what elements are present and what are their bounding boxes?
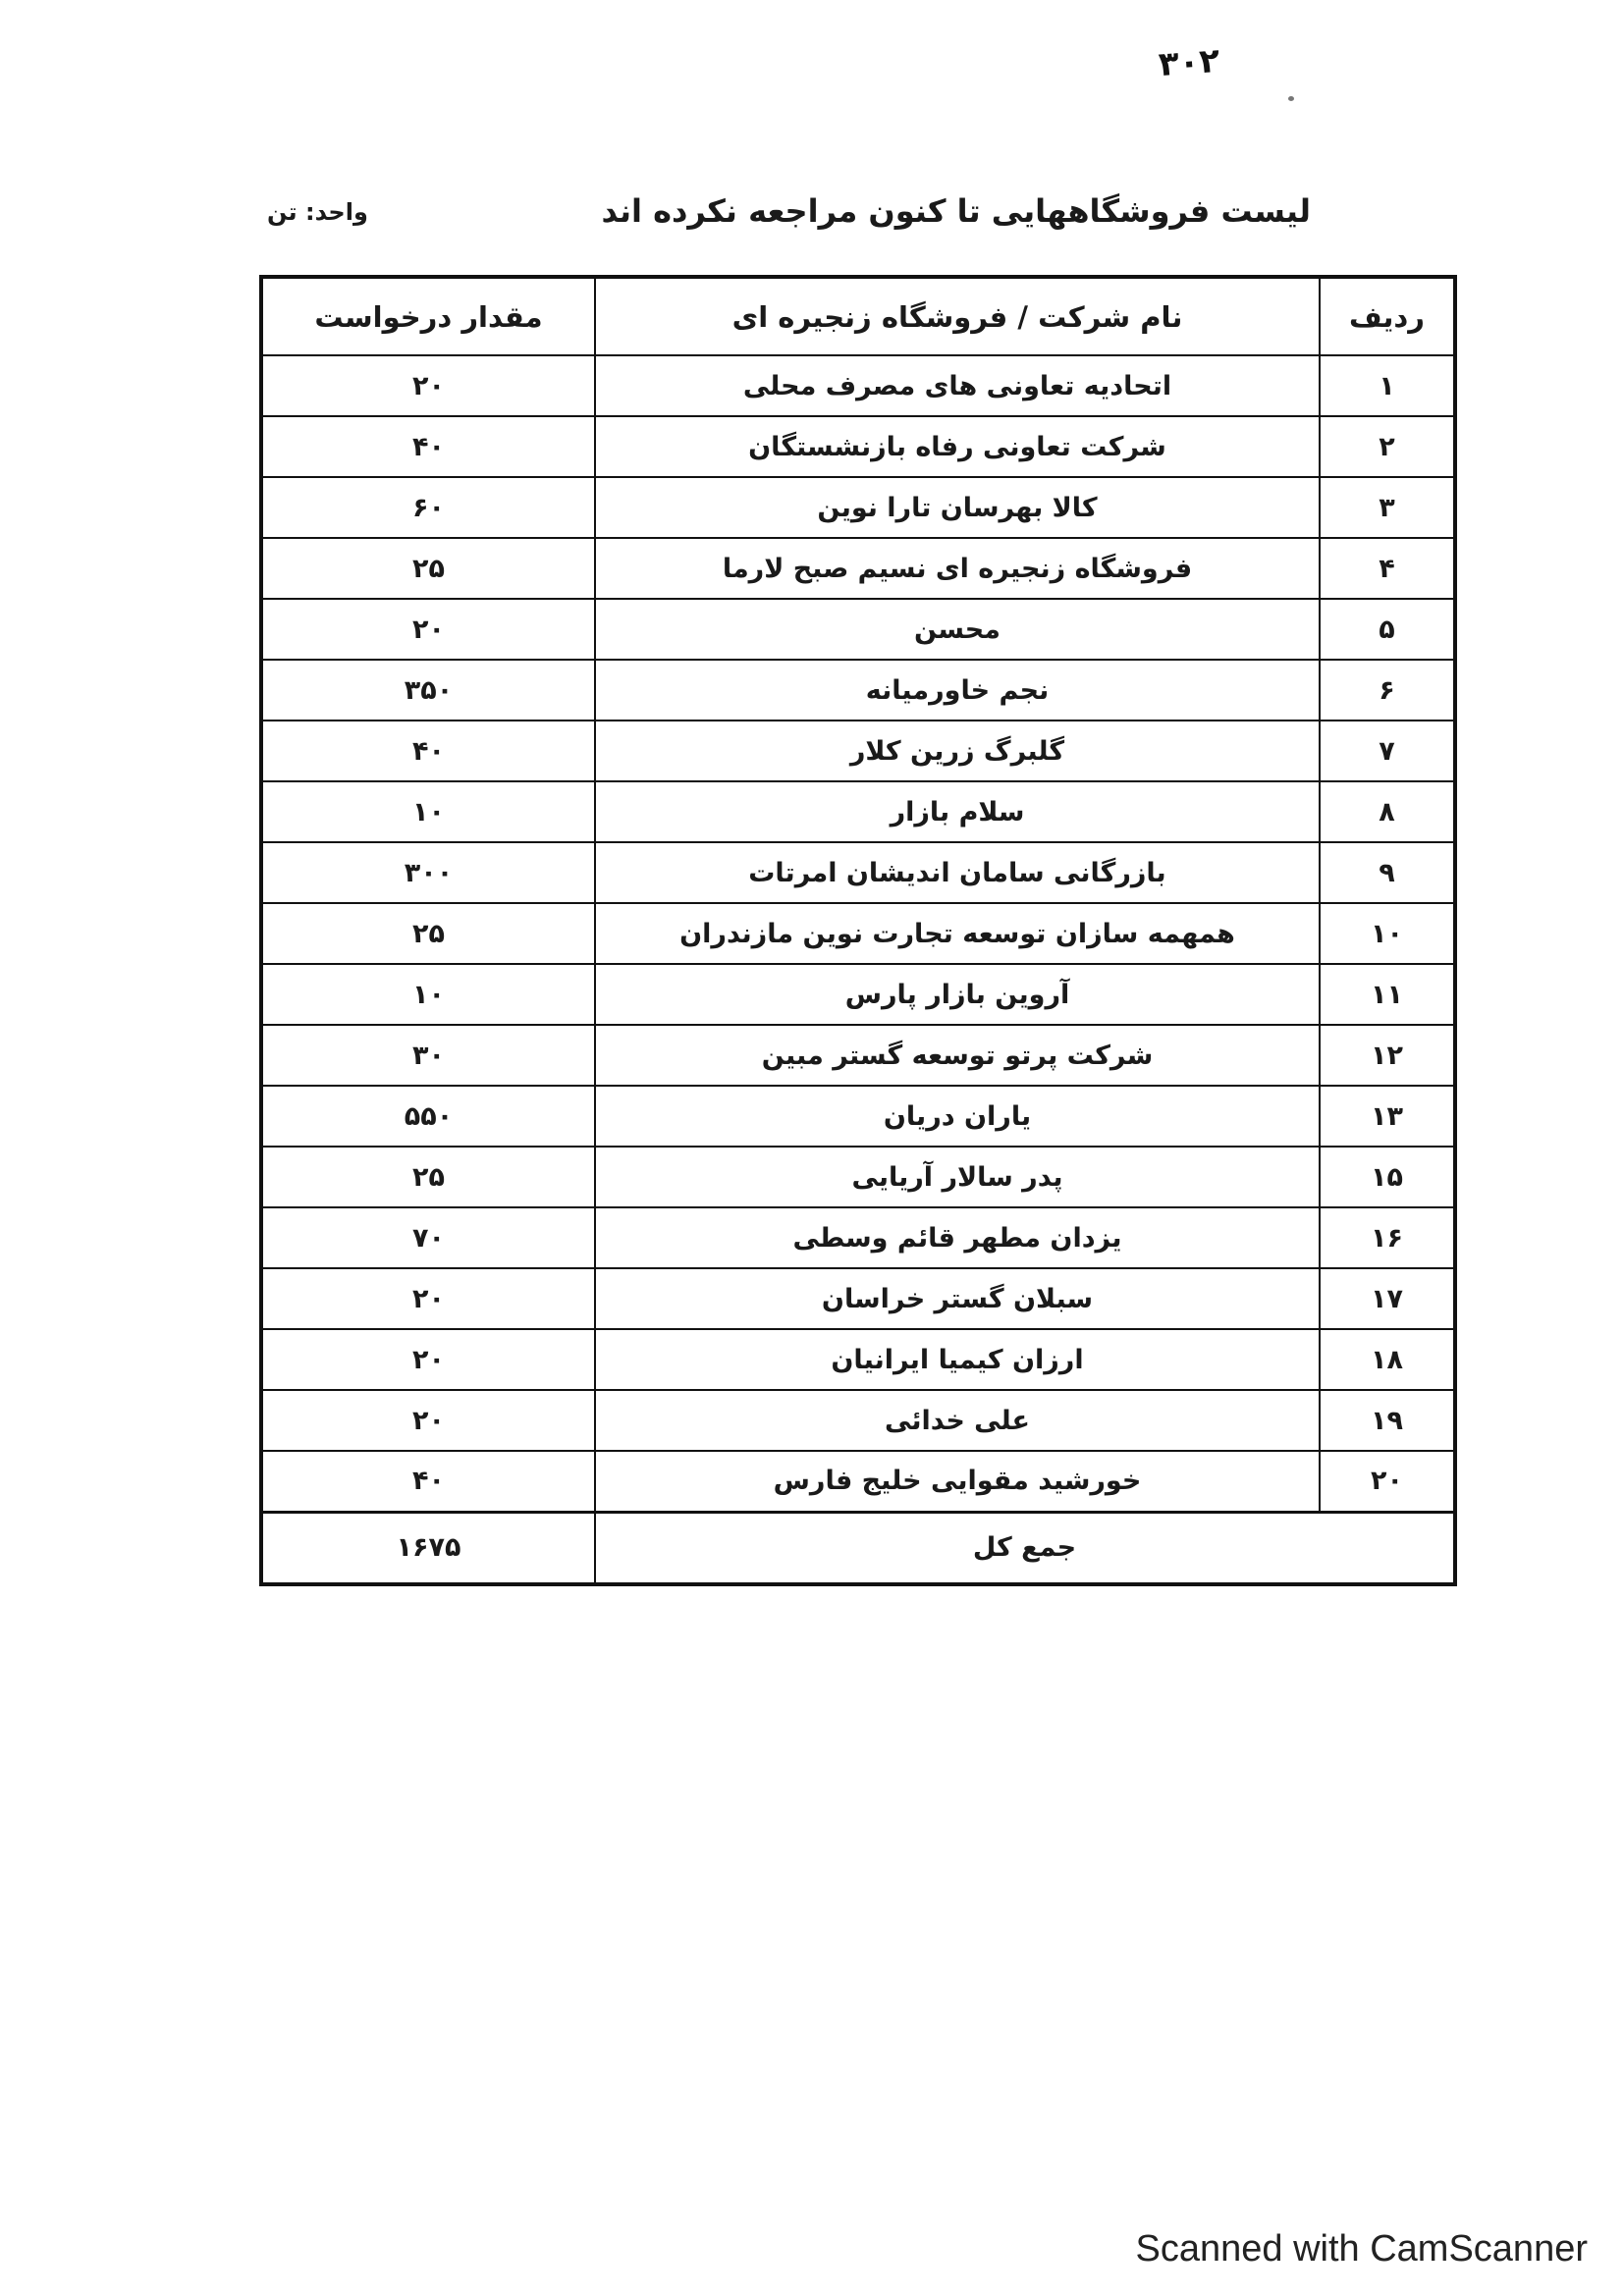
row-number-cell: ۵ xyxy=(1320,599,1455,660)
quantity-cell: ۱۰ xyxy=(261,964,595,1025)
quantity-cell: ۴۰ xyxy=(261,1451,595,1512)
row-number-cell: ۱۱ xyxy=(1320,964,1455,1025)
quantity-cell: ۶۰ xyxy=(261,477,595,538)
quantity-cell: ۵۵۰ xyxy=(261,1086,595,1147)
row-number-cell: ۸ xyxy=(1320,781,1455,842)
store-name-cell: آروین بازار پارس xyxy=(595,964,1320,1025)
store-name-cell: یزدان مطهر قائم وسطی xyxy=(595,1207,1320,1268)
stores-table-container xyxy=(259,275,1453,1586)
row-number-cell: ۱ xyxy=(1320,355,1455,416)
store-name-cell: فروشگاه زنجیره ای نسیم صبح لارما xyxy=(595,538,1320,599)
header-quantity: مقدار درخواست xyxy=(261,277,595,355)
store-name-cell: سلام بازار xyxy=(595,781,1320,842)
quantity-cell: ۳۰ xyxy=(261,1025,595,1086)
quantity-cell: ۲۰ xyxy=(261,599,595,660)
header-store-name: نام شرکت / فروشگاه زنجیره ای xyxy=(595,277,1320,355)
quantity-cell: ۴۰ xyxy=(261,721,595,781)
quantity-cell: ۴۰ xyxy=(261,416,595,477)
row-number-cell: ۴ xyxy=(1320,538,1455,599)
row-number-cell: ۱۵ xyxy=(1320,1147,1455,1207)
row-number-cell: ۹ xyxy=(1320,842,1455,903)
quantity-cell: ۲۰ xyxy=(261,355,595,416)
store-name-cell: محسن xyxy=(595,599,1320,660)
quantity-cell: ۳۰۰ xyxy=(261,842,595,903)
table-row xyxy=(261,964,1455,1025)
quantity-cell: ۲۰ xyxy=(261,1268,595,1329)
row-number-cell: ۱۶ xyxy=(1320,1207,1455,1268)
store-name-cell: اتحادیه تعاونی های مصرف محلی xyxy=(595,355,1320,416)
table-row xyxy=(261,1390,1455,1451)
table-row xyxy=(261,599,1455,660)
quantity-cell: ۲۵ xyxy=(261,903,595,964)
store-name-cell: همهمه سازان توسعه تجارت نوین مازندران xyxy=(595,903,1320,964)
store-name-cell: نجم خاورمیانه xyxy=(595,660,1320,721)
table-header-row xyxy=(261,277,1455,355)
table-row xyxy=(261,1451,1455,1512)
total-row xyxy=(261,1512,1455,1584)
scanner-watermark: Scanned with CamScanner xyxy=(1135,2228,1588,2269)
store-name-cell: پدر سالار آریایی xyxy=(595,1147,1320,1207)
quantity-cell: ۲۰ xyxy=(261,1329,595,1390)
store-name-cell: شرکت پرتو توسعه گستر مبین xyxy=(595,1025,1320,1086)
store-name-cell: سبلان گستر خراسان xyxy=(595,1268,1320,1329)
table-row xyxy=(261,1207,1455,1268)
header-row-number: ردیف xyxy=(1320,277,1455,355)
row-number-cell: ۱۹ xyxy=(1320,1390,1455,1451)
table-row xyxy=(261,781,1455,842)
table-row xyxy=(261,842,1455,903)
store-name-cell: یاران دریان xyxy=(595,1086,1320,1147)
quantity-cell: ۲۵ xyxy=(261,1147,595,1207)
row-number-cell: ۳ xyxy=(1320,477,1455,538)
table-row xyxy=(261,1268,1455,1329)
store-name-cell: گلبرگ زرین کلار xyxy=(595,721,1320,781)
row-number-cell: ۱۳ xyxy=(1320,1086,1455,1147)
table-row xyxy=(261,1329,1455,1390)
store-name-cell: شرکت تعاونی رفاه بازنشستگان xyxy=(595,416,1320,477)
table-row xyxy=(261,538,1455,599)
store-name-cell: کالا بهرسان تارا نوین xyxy=(595,477,1320,538)
row-number-cell: ۱۰ xyxy=(1320,903,1455,964)
row-number-cell: ۱۷ xyxy=(1320,1268,1455,1329)
row-number-cell: ۲۰ xyxy=(1320,1451,1455,1512)
row-number-cell: ۱۲ xyxy=(1320,1025,1455,1086)
quantity-cell: ۲۵ xyxy=(261,538,595,599)
store-name-cell: ارزان کیمیا ایرانیان xyxy=(595,1329,1320,1390)
total-label: جمع کل xyxy=(595,1512,1455,1584)
total-value: ۱۶۷۵ xyxy=(261,1512,595,1584)
table-row xyxy=(261,660,1455,721)
table-row xyxy=(261,1025,1455,1086)
row-number-cell: ۲ xyxy=(1320,416,1455,477)
table-row xyxy=(261,1086,1455,1147)
store-name-cell: علی خدائی xyxy=(595,1390,1320,1451)
quantity-cell: ۷۰ xyxy=(261,1207,595,1268)
row-number-cell: ۷ xyxy=(1320,721,1455,781)
row-number-cell: ۱۸ xyxy=(1320,1329,1455,1390)
table-row xyxy=(261,721,1455,781)
page-title: لیست فروشگاههایی تا کنون مراجعه نکرده اند xyxy=(601,192,1311,230)
ink-mark xyxy=(1288,96,1294,101)
table-row xyxy=(261,416,1455,477)
quantity-cell: ۲۰ xyxy=(261,1390,595,1451)
stores-table xyxy=(259,275,1457,1586)
page-number: ۳۰۲ xyxy=(1157,40,1221,85)
quantity-cell: ۳۵۰ xyxy=(261,660,595,721)
table-row xyxy=(261,903,1455,964)
table-body xyxy=(261,355,1455,1512)
table-row xyxy=(261,355,1455,416)
unit-label: واحد: تن xyxy=(267,198,368,226)
quantity-cell: ۱۰ xyxy=(261,781,595,842)
table-row xyxy=(261,477,1455,538)
store-name-cell: بازرگانی سامان اندیشان امرتات xyxy=(595,842,1320,903)
row-number-cell: ۶ xyxy=(1320,660,1455,721)
table-row xyxy=(261,1147,1455,1207)
store-name-cell: خورشید مقوایی خلیج فارس xyxy=(595,1451,1320,1512)
